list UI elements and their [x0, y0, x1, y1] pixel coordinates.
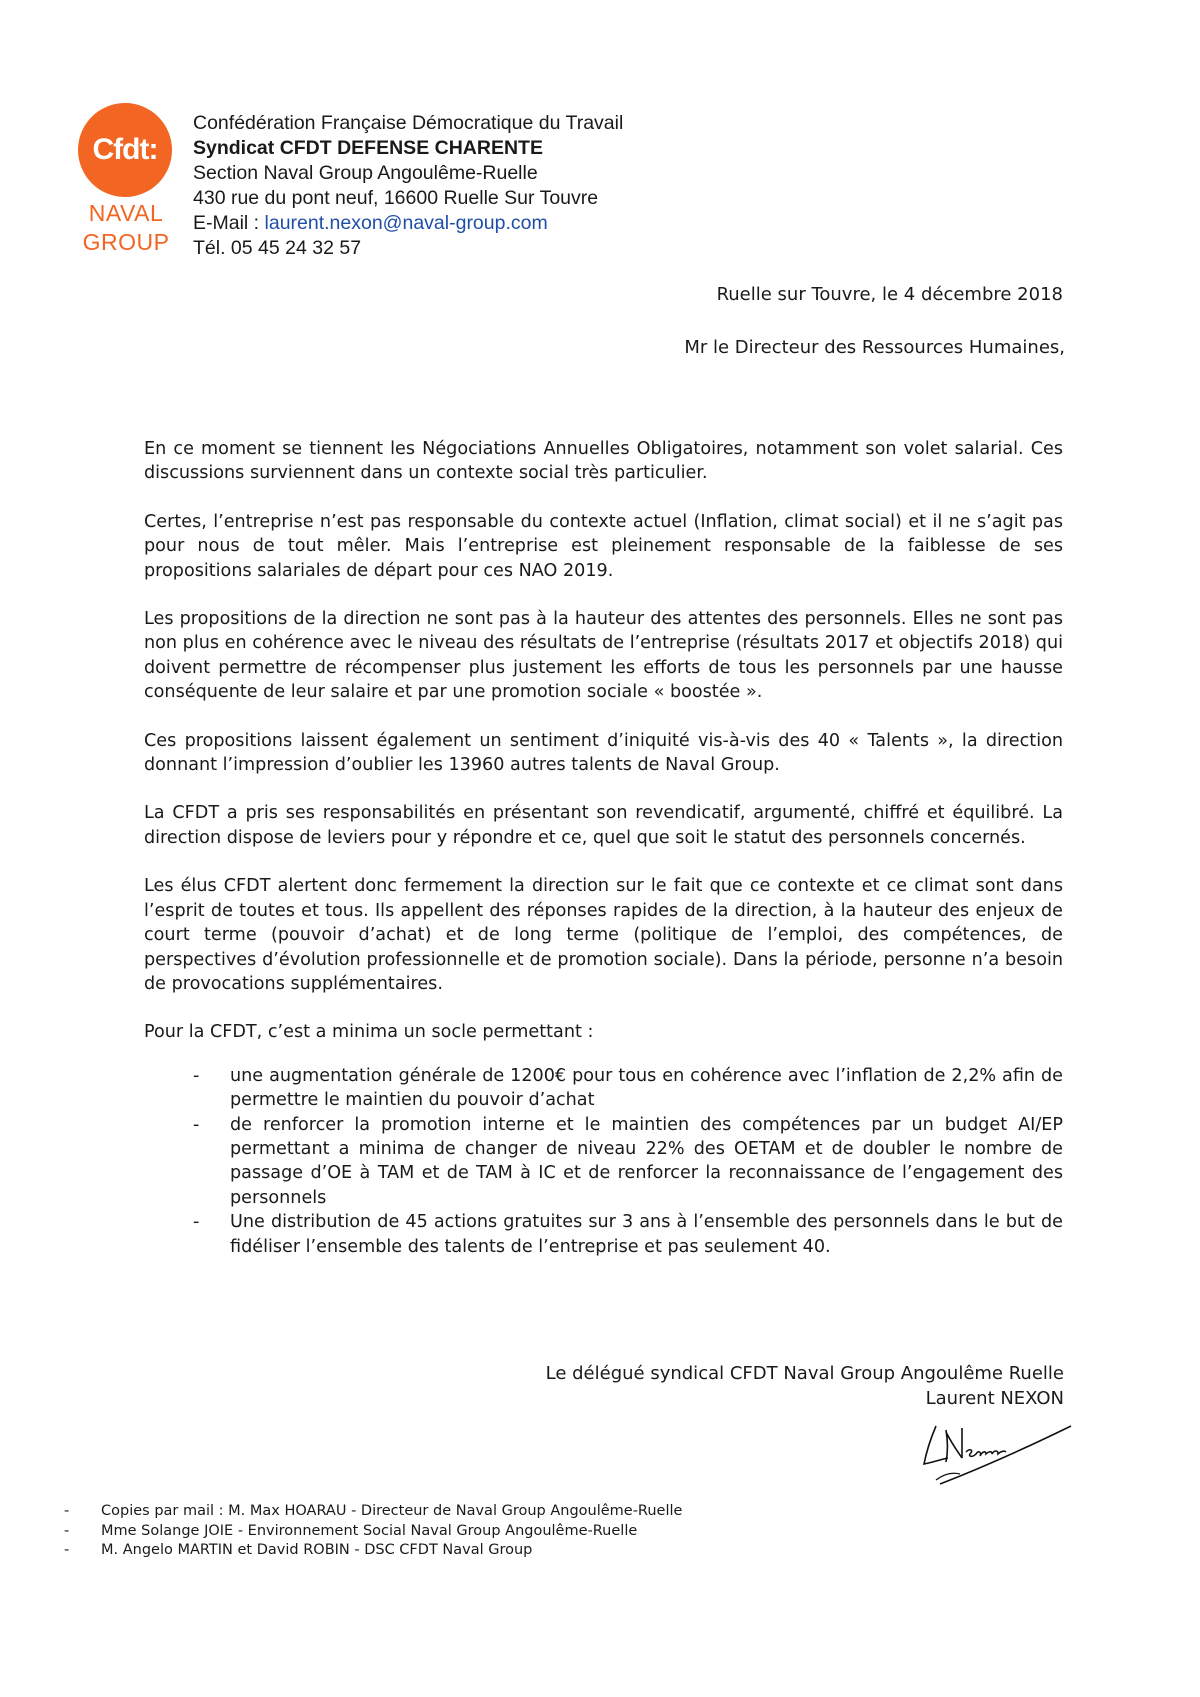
copy-dash: - — [64, 1542, 70, 1558]
paragraph: Certes, l’entreprise n’est pas responsable du contexte actuel (Inflation, climat social) et il ne s’agit pas pour nous de tout mêler. Mais l’entreprise est pleinement responsable de la faiblesse de ses propositions salariales de départ pour ces NAO 2019. — [144, 511, 1063, 581]
list-item-text: Une distribution de 45 actions gratuites sur 3 ans à l’ensemble des personnels dans le but de fidéliser l’ensemble des talents de l’entreprise et pas seulement 40. — [230, 1212, 1063, 1257]
paragraph: La CFDT a pris ses responsabilités en présentant son revendicatif, argumenté, chiffré et équilibré. La direction dispose de leviers pour y répondre et ce, quel que soit le statut des personnels concernés. — [144, 803, 1063, 848]
logo-group-text: GROUP — [82, 229, 170, 255]
copy-item-text: Copies par mail : M. Max HOARAU - Directeur de Naval Group Angoulême-Ruelle — [101, 1503, 683, 1519]
letter-body — [144, 437, 1063, 1259]
paragraph: Pour la CFDT, c’est a minima un socle permettant : — [144, 1022, 594, 1043]
demands-list — [144, 1064, 1063, 1259]
list-item-text: de renforcer la promotion interne et le maintien des compétences par un budget AI/EP permettant a minima de changer de niveau 22% des OETAM et de doubler le nombre de passage d’OE à TAM et de TAM à IC et de renforcer la reconnaissance de l’engagement des personnels — [230, 1114, 1063, 1208]
date-line: Ruelle sur Touvre, le 4 décembre 2018 — [716, 284, 1063, 305]
sender-syndicat: Syndicat CFDT DEFENSE CHARENTE — [193, 137, 543, 159]
paragraph: En ce moment se tiennent les Négociations Annuelles Obligatoires, notamment son volet salarial. Ces discussions surviennent dans un contexte social très particulier. — [144, 439, 1063, 484]
sender-address: 430 rue du pont neuf, 16600 Ruelle Sur Touvre — [193, 187, 599, 209]
signature-title: Le délégué syndical CFDT Naval Group Angoulême Ruelle — [545, 1363, 1064, 1384]
list-item-text: une augmentation générale de 1200€ pour tous en cohérence avec l’inflation de 2,2% afin de permettre le maintien du pouvoir d’achat — [230, 1065, 1063, 1111]
sender-confederation: Confédération Française Démocratique du Travail — [193, 112, 624, 134]
copy-dash: - — [64, 1503, 70, 1519]
bullet-dash: - — [193, 1065, 200, 1086]
copy-item-text: Mme Solange JOIE - Environnement Social Naval Group Angoulême-Ruelle — [101, 1522, 638, 1539]
sender-email-line — [193, 211, 623, 236]
logo-naval-text: NAVAL — [88, 200, 164, 226]
cfdt-naval-group-logo — [78, 103, 174, 255]
copy-item-text: M. Angelo MARTIN et David ROBIN - DSC CFDT Naval Group — [101, 1542, 533, 1558]
email-label: E-Mail : — [193, 212, 265, 234]
sender-address-block — [193, 111, 623, 261]
cfdt-logo-mark: Cfdt: — [78, 103, 172, 197]
copy-item — [64, 1522, 682, 1542]
copy-item — [64, 1502, 682, 1522]
paragraph: Ces propositions laissent également un sentiment d’iniquité vis-à-vis des 40 « Talents », la direction donnant l’impression d’oublier les 13960 autres talents de Naval Group. — [144, 730, 1063, 776]
signature-block — [546, 1361, 1064, 1411]
list-item — [144, 1113, 1063, 1211]
recipient: Mr le Directeur des Ressources Humaines, — [684, 337, 1065, 358]
paragraph: Les élus CFDT alertent donc fermement la direction sur le fait que ce contexte et ce climat sont dans l’esprit de toutes et tous. Ils appellent des réponses rapides de la direction, à la hauteur des enjeux de court terme (pouvoir d’achat) et de long terme (politique de l’emploi, des compétences, de perspectives d’évolution professionnelle et de promotion sociale). Dans la période, personne n’a besoin de provocations supplémentaires. — [144, 876, 1063, 994]
sender-phone: Tél. 05 45 24 32 57 — [193, 237, 362, 259]
paragraph: Les propositions de la direction ne sont pas à la hauteur des attentes des personnels. Elles ne sont pas non plus en cohérence avec le niveau des résultats de l’entreprise (résultats 2017 et objectifs 2018) qui doivent permettre de récompenser plus justement les efforts de tous les personnels par une hausse conséquente de leur salaire et par une promotion sociale « boostée ». — [144, 609, 1063, 703]
copies-list — [64, 1502, 682, 1561]
list-item — [144, 1064, 1063, 1113]
bullet-dash: - — [193, 1114, 200, 1135]
copy-item — [64, 1541, 682, 1561]
sender-section: Section Naval Group Angoulême-Ruelle — [193, 162, 538, 184]
list-item — [144, 1210, 1063, 1259]
bullet-dash: - — [193, 1212, 200, 1233]
copy-dash: - — [64, 1522, 70, 1539]
handwritten-signature — [916, 1418, 1076, 1490]
email-link[interactable]: laurent.nexon@naval-group.com — [264, 212, 548, 234]
signature-name: Laurent NEXON — [925, 1388, 1064, 1409]
